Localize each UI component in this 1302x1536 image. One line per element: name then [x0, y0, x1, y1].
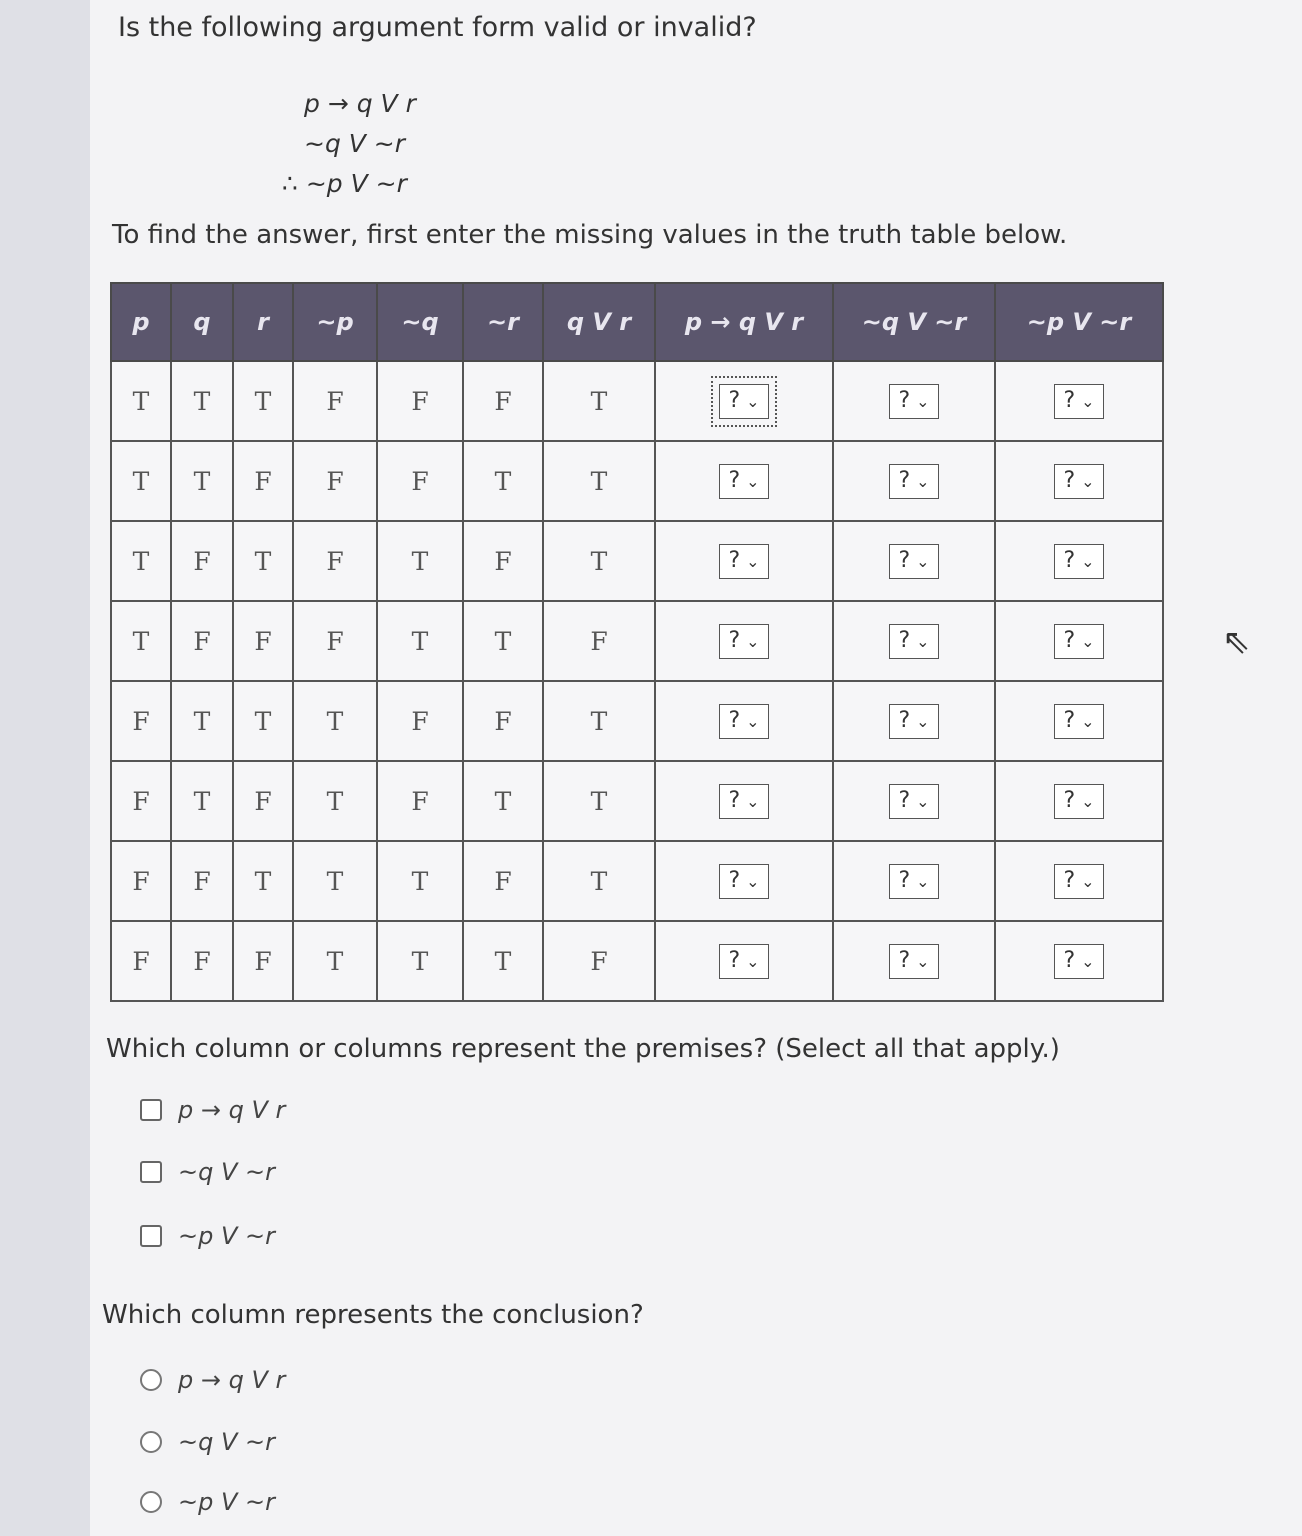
option-label: p → q V r: [178, 1366, 286, 1394]
table-cell: [655, 681, 833, 761]
answer-dropdown[interactable]: [719, 384, 768, 419]
argument-form: [282, 84, 416, 204]
checkbox[interactable]: [140, 1099, 162, 1121]
table-cell: F: [171, 601, 233, 681]
table-cell: [655, 921, 833, 1001]
table-cell: [833, 841, 995, 921]
dropdown-value: ?: [728, 707, 741, 733]
table-cell: F: [171, 521, 233, 601]
radio-button[interactable]: [140, 1431, 162, 1453]
option-label: ~p V ~r: [178, 1222, 275, 1250]
table-cell: T: [543, 521, 655, 601]
chevron-down-icon: ⌄: [916, 711, 930, 731]
left-margin: [0, 0, 90, 1536]
conclusion-option-2[interactable]: [140, 1428, 275, 1456]
option-label: ~q V ~r: [178, 1428, 275, 1456]
chevron-down-icon: ⌄: [916, 631, 930, 651]
table-cell: [995, 681, 1163, 761]
dropdown-value: ?: [728, 787, 741, 813]
table-cell: [995, 921, 1163, 1001]
radio-button[interactable]: [140, 1369, 162, 1391]
premise-option-1[interactable]: [140, 1096, 285, 1124]
answer-dropdown[interactable]: [889, 384, 938, 419]
dropdown-value: ?: [898, 787, 911, 813]
table-cell: T: [171, 681, 233, 761]
header-r: r: [233, 283, 293, 361]
chevron-down-icon: ⌄: [746, 631, 760, 651]
chevron-down-icon: ⌄: [916, 391, 930, 411]
table-cell: [833, 601, 995, 681]
truth-table: [110, 282, 1164, 1002]
table-cell: T: [463, 441, 543, 521]
dropdown-value: ?: [1063, 547, 1076, 573]
table-cell: [655, 601, 833, 681]
checkbox[interactable]: [140, 1161, 162, 1183]
table-row: [111, 441, 1163, 521]
checkbox[interactable]: [140, 1225, 162, 1247]
table-cell: T: [111, 601, 171, 681]
table-row: [111, 681, 1163, 761]
answer-dropdown[interactable]: [719, 624, 768, 659]
table-cell: F: [463, 361, 543, 441]
chevron-down-icon: ⌄: [746, 391, 760, 411]
table-cell: T: [171, 761, 233, 841]
table-cell: T: [377, 921, 463, 1001]
table-cell: F: [377, 361, 463, 441]
conclusion-question: Which column represents the conclusion?: [102, 1300, 644, 1330]
table-cell: F: [293, 601, 377, 681]
table-cell: T: [111, 441, 171, 521]
table-cell: T: [543, 681, 655, 761]
table-cell: [655, 441, 833, 521]
table-cell: F: [233, 601, 293, 681]
dropdown-value: ?: [1063, 787, 1076, 813]
table-cell: F: [171, 921, 233, 1001]
header-not-q: ~q: [377, 283, 463, 361]
table-cell: T: [543, 441, 655, 521]
table-cell: [655, 361, 833, 441]
table-cell: [995, 441, 1163, 521]
table-cell: F: [233, 441, 293, 521]
dropdown-value: ?: [728, 467, 741, 493]
table-cell: T: [111, 521, 171, 601]
table-cell: T: [171, 361, 233, 441]
header-q: q: [171, 283, 233, 361]
answer-dropdown[interactable]: [719, 544, 768, 579]
conclusion-option-3[interactable]: [140, 1488, 275, 1516]
table-cell: F: [111, 841, 171, 921]
table-cell: F: [377, 681, 463, 761]
header-p: p: [111, 283, 171, 361]
table-cell: T: [233, 681, 293, 761]
dropdown-value: ?: [728, 547, 741, 573]
answer-dropdown[interactable]: [889, 624, 938, 659]
chevron-down-icon: ⌄: [1081, 791, 1095, 811]
table-cell: T: [293, 681, 377, 761]
conclusion: ∴ ~p V ~r: [282, 169, 407, 198]
table-header-row: [111, 283, 1163, 361]
table-cell: [655, 761, 833, 841]
chevron-down-icon: ⌄: [1081, 471, 1095, 491]
dropdown-value: ?: [728, 947, 741, 973]
table-cell: T: [293, 761, 377, 841]
dropdown-value: ?: [728, 627, 741, 653]
table-cell: T: [463, 761, 543, 841]
dropdown-value: ?: [1063, 627, 1076, 653]
table-cell: [833, 521, 995, 601]
answer-dropdown[interactable]: [889, 704, 938, 739]
table-cell: [995, 601, 1163, 681]
table-cell: F: [293, 521, 377, 601]
table-cell: T: [293, 921, 377, 1001]
table-cell: F: [463, 681, 543, 761]
option-label: p → q V r: [178, 1096, 286, 1124]
dropdown-value: ?: [898, 947, 911, 973]
chevron-down-icon: ⌄: [746, 871, 760, 891]
chevron-down-icon: ⌄: [916, 791, 930, 811]
chevron-down-icon: ⌄: [746, 471, 760, 491]
table-row: [111, 361, 1163, 441]
answer-dropdown[interactable]: [1054, 784, 1103, 819]
chevron-down-icon: ⌄: [916, 471, 930, 491]
dropdown-value: ?: [898, 467, 911, 493]
chevron-down-icon: ⌄: [916, 951, 930, 971]
table-cell: T: [233, 521, 293, 601]
table-cell: T: [463, 601, 543, 681]
answer-dropdown[interactable]: [889, 784, 938, 819]
table-cell: F: [543, 921, 655, 1001]
chevron-down-icon: ⌄: [1081, 951, 1095, 971]
radio-button[interactable]: [140, 1491, 162, 1513]
chevron-down-icon: ⌄: [746, 551, 760, 571]
table-cell: T: [111, 361, 171, 441]
premise-1: p → q V r: [304, 89, 416, 118]
table-cell: F: [111, 681, 171, 761]
table-cell: [833, 361, 995, 441]
table-cell: F: [293, 441, 377, 521]
header-premise-1: p → q V r: [655, 283, 833, 361]
table-cell: F: [171, 841, 233, 921]
premises-question: Which column or columns represent the premises? (Select all that apply.): [106, 1034, 1060, 1064]
answer-dropdown[interactable]: [1054, 864, 1103, 899]
table-row: [111, 921, 1163, 1001]
answer-dropdown[interactable]: [719, 784, 768, 819]
table-cell: F: [463, 841, 543, 921]
table-cell: T: [463, 921, 543, 1001]
table-cell: [655, 521, 833, 601]
answer-dropdown[interactable]: [889, 944, 938, 979]
table-cell: [995, 761, 1163, 841]
chevron-down-icon: ⌄: [1081, 391, 1095, 411]
answer-dropdown[interactable]: [889, 544, 938, 579]
chevron-down-icon: ⌄: [916, 551, 930, 571]
table-cell: F: [543, 601, 655, 681]
dropdown-value: ?: [728, 387, 741, 413]
premise-option-2[interactable]: [140, 1158, 275, 1186]
mouse-cursor-icon: ⇖: [1222, 622, 1251, 662]
header-conclusion: ~p V ~r: [995, 283, 1163, 361]
answer-dropdown[interactable]: [1054, 944, 1103, 979]
dropdown-value: ?: [898, 627, 911, 653]
answer-dropdown[interactable]: [889, 464, 938, 499]
table-cell: [995, 361, 1163, 441]
dropdown-value: ?: [898, 707, 911, 733]
answer-dropdown[interactable]: [1054, 624, 1103, 659]
conclusion-option-1[interactable]: [140, 1366, 285, 1394]
table-cell: F: [293, 361, 377, 441]
dropdown-value: ?: [1063, 867, 1076, 893]
header-not-r: ~r: [463, 283, 543, 361]
answer-dropdown[interactable]: [719, 944, 768, 979]
table-cell: [833, 441, 995, 521]
chevron-down-icon: ⌄: [1081, 871, 1095, 891]
dropdown-value: ?: [1063, 387, 1076, 413]
table-row: [111, 761, 1163, 841]
table-cell: F: [377, 761, 463, 841]
answer-dropdown[interactable]: [719, 464, 768, 499]
table-cell: T: [293, 841, 377, 921]
table-cell: T: [233, 361, 293, 441]
dropdown-value: ?: [728, 867, 741, 893]
chevron-down-icon: ⌄: [746, 951, 760, 971]
header-q-or-r: q V r: [543, 283, 655, 361]
answer-dropdown[interactable]: [1054, 544, 1103, 579]
option-label: ~q V ~r: [178, 1158, 275, 1186]
table-cell: F: [463, 521, 543, 601]
table-cell: T: [543, 761, 655, 841]
table-cell: T: [543, 361, 655, 441]
table-cell: F: [233, 921, 293, 1001]
premise-2: ~q V ~r: [304, 129, 406, 158]
answer-dropdown[interactable]: [1054, 384, 1103, 419]
table-cell: [833, 761, 995, 841]
table-row: [111, 521, 1163, 601]
chevron-down-icon: ⌄: [746, 711, 760, 731]
chevron-down-icon: ⌄: [1081, 551, 1095, 571]
table-cell: F: [111, 761, 171, 841]
instruction-text: To find the answer, first enter the missing values in the truth table below.: [112, 220, 1068, 250]
option-label: ~p V ~r: [178, 1488, 275, 1516]
table-cell: F: [233, 761, 293, 841]
dropdown-value: ?: [898, 547, 911, 573]
dropdown-value: ?: [898, 867, 911, 893]
answer-dropdown[interactable]: [1054, 464, 1103, 499]
answer-dropdown[interactable]: [719, 704, 768, 739]
table-cell: T: [377, 601, 463, 681]
table-cell: F: [377, 441, 463, 521]
answer-dropdown[interactable]: [889, 864, 938, 899]
dropdown-value: ?: [898, 387, 911, 413]
table-cell: [995, 521, 1163, 601]
table-cell: [833, 681, 995, 761]
table-row: [111, 841, 1163, 921]
answer-dropdown[interactable]: [1054, 704, 1103, 739]
table-cell: [995, 841, 1163, 921]
header-not-p: ~p: [293, 283, 377, 361]
question-text: Is the following argument form valid or invalid?: [118, 12, 757, 43]
table-cell: T: [377, 521, 463, 601]
table-cell: T: [377, 841, 463, 921]
chevron-down-icon: ⌄: [916, 871, 930, 891]
chevron-down-icon: ⌄: [746, 791, 760, 811]
dropdown-value: ?: [1063, 707, 1076, 733]
table-cell: [655, 841, 833, 921]
dropdown-value: ?: [1063, 947, 1076, 973]
answer-dropdown[interactable]: [719, 864, 768, 899]
table-cell: F: [111, 921, 171, 1001]
table-row: [111, 601, 1163, 681]
table-cell: [833, 921, 995, 1001]
table-cell: T: [233, 841, 293, 921]
premise-option-3[interactable]: [140, 1222, 275, 1250]
chevron-down-icon: ⌄: [1081, 711, 1095, 731]
dropdown-value: ?: [1063, 467, 1076, 493]
chevron-down-icon: ⌄: [1081, 631, 1095, 651]
table-cell: T: [543, 841, 655, 921]
header-premise-2: ~q V ~r: [833, 283, 995, 361]
table-cell: T: [171, 441, 233, 521]
